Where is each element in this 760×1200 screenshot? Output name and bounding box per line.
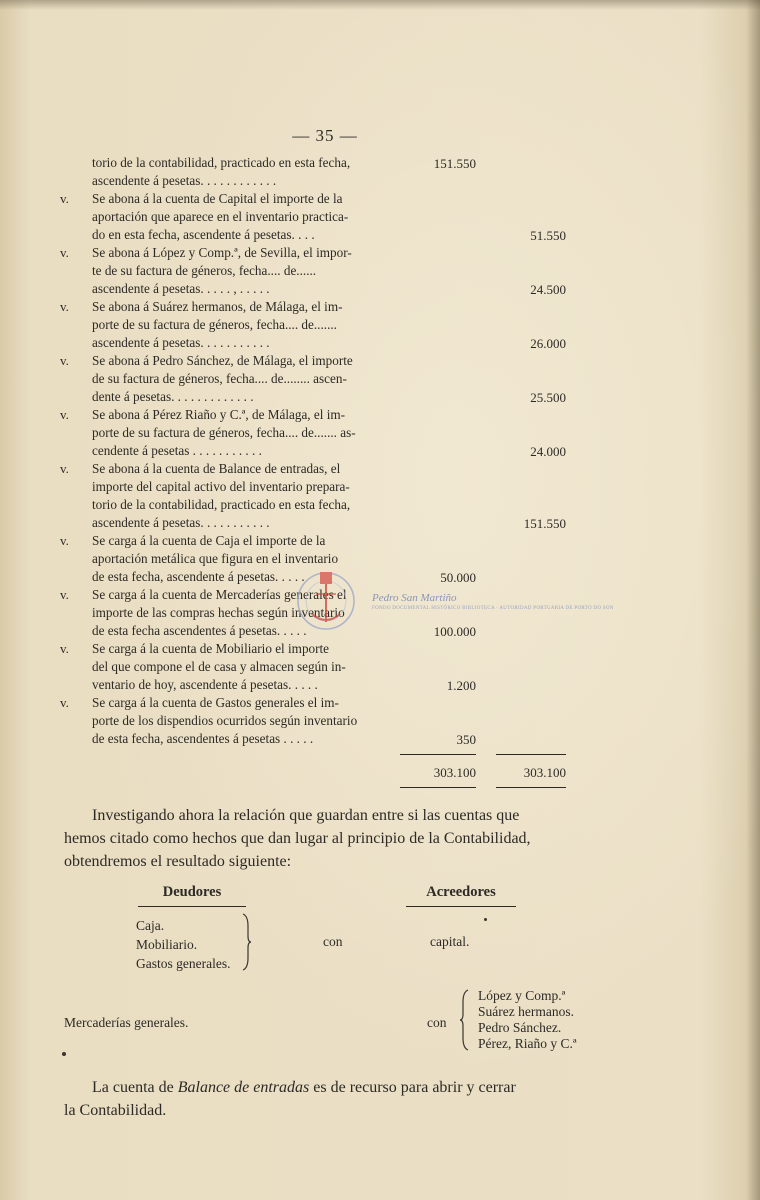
entry-line: ascendente á pesetas. . . . . . . . . . .: [92, 515, 270, 530]
entry-line: Se abona á Pedro Sánchez, de Málaga, el importe: [92, 353, 353, 368]
journal-entry: [60, 190, 580, 244]
total-rule-credit: [496, 754, 566, 755]
entry-line: Se abona á la cuenta de Capital el importe de la: [92, 191, 343, 206]
debtors-header-rule: [138, 906, 246, 907]
entry-line: cendente á pesetas . . . . . . . . . . .: [92, 443, 262, 458]
creditors-header-rule: [406, 906, 516, 907]
entry-line: Se carga á la cuenta de Mobiliario el importe: [92, 641, 330, 656]
closing-line-1: [64, 1076, 604, 1099]
entry-line: Se carga á la cuenta de Caja el importe de la: [92, 533, 326, 548]
entry-line: ventario de hoy, ascendente á pesetas. . . . .: [92, 677, 318, 692]
group1-debtor: Mobiliario.: [136, 937, 198, 952]
journal-entry: [60, 406, 580, 460]
entry-line: te de su factura de géneros, fecha.... de......: [92, 263, 317, 278]
total-credit: 303.100: [523, 765, 566, 780]
entry-line: importe de las compras hechas según inventario: [92, 605, 345, 620]
entry-marker: v.: [60, 695, 69, 710]
entry-marker: v.: [60, 191, 69, 206]
entry-marker: v.: [60, 353, 69, 368]
entry-line: Se abona á Pérez Riaño y C.ª, de Málaga, el im-: [92, 407, 346, 422]
entry-text: [92, 460, 402, 532]
entry-line: ascendente á pesetas. . . . . , . . . . .: [92, 281, 270, 296]
entry-marker: v.: [60, 587, 69, 602]
page-right-shadow: [746, 0, 760, 1200]
entry-line: aportación metálica que figura en el inventario: [92, 551, 339, 566]
entry-text: [92, 352, 402, 406]
entry-credit-amount: 26.000: [530, 336, 566, 351]
total-rule-credit-bottom: [496, 787, 566, 788]
entry-marker: v.: [60, 533, 69, 548]
stray-dot: [484, 918, 487, 921]
entry-line: de esta fecha, ascendentes á pesetas . . . . .: [92, 731, 314, 746]
entry-line: torio de la contabilidad, practicado en esta fecha,: [92, 155, 351, 170]
entry-line: de su factura de géneros, fecha.... de........ ascen-: [92, 371, 347, 386]
entry-text: [92, 694, 402, 748]
stamp-subtitle: FONDO DOCUMENTAL HISTÓRICO BIBLIOTECA · AUTORIDAD PORTUARIA DE PORTO DO SON: [372, 606, 614, 611]
intro-line-2: hemos citado como hechos que dan lugar al principio de la Contabilidad,: [64, 830, 531, 847]
group2-creditor: Pérez, Riaño y C.ª: [478, 1036, 577, 1051]
entry-text: [92, 190, 402, 244]
stamp-name: Pedro San Martiño: [372, 592, 457, 604]
entry-credit-amount: 24.000: [530, 444, 566, 459]
closing-paragraph: [64, 1076, 604, 1122]
entry-line: importe del capital activo del inventario prepara-: [92, 479, 350, 494]
entry-line: del que compone el de casa y almacen según in-: [92, 659, 346, 674]
page-top-shadow: [0, 0, 760, 10]
entry-debit-amount: 1.200: [446, 678, 476, 693]
intro-line-1: Investigando ahora la relación que guardan entre si las cuentas que: [92, 807, 520, 824]
group1-connector: con: [323, 934, 343, 949]
entry-credit-amount: 151.550: [523, 516, 566, 531]
group2-debtor: Mercaderías generales.: [64, 1015, 189, 1030]
entry-line: Se carga á la cuenta de Mercaderías generales el: [92, 587, 347, 602]
entry-line: Se abona á López y Comp.ª, de Sevilla, el impor-: [92, 245, 352, 260]
total-rule-debit-bottom: [400, 787, 476, 788]
entry-line: Se abona á la cuenta de Balance de entradas, el: [92, 461, 341, 476]
entry-credit-amount: 24.500: [530, 282, 566, 297]
intro-line-3: obtendremos el resultado siguiente:: [64, 853, 292, 870]
group1-brace: [240, 912, 254, 972]
journal-entry: [60, 352, 580, 406]
group1-debtors: [136, 916, 230, 973]
journal-entry: [60, 460, 580, 532]
entry-line: do en esta fecha, ascendente á pesetas. . . .: [92, 227, 315, 242]
entry-debit-amount: 350: [456, 732, 476, 747]
entry-marker: v.: [60, 245, 69, 260]
entry-text: [92, 244, 402, 298]
entry-marker: v.: [60, 299, 69, 314]
entry-line: de esta fecha, ascendente á pesetas. . . . .: [92, 569, 305, 584]
entry-marker: v.: [60, 407, 69, 422]
group2-creditor: López y Comp.ª: [478, 988, 566, 1003]
entry-line: Se carga á la cuenta de Gastos generales el im-: [92, 695, 339, 710]
journal-entry: [60, 640, 580, 694]
entry-credit-amount: 25.500: [530, 390, 566, 405]
creditors-header: Acreedores: [426, 884, 496, 900]
entry-line: torio de la contabilidad, practicado en esta fecha,: [92, 497, 351, 512]
group2-creditors: [478, 988, 577, 1052]
entry-marker: v.: [60, 641, 69, 656]
entry-line: de esta fecha ascendentes á pesetas. . . . .: [92, 623, 307, 638]
entry-debit-amount: 50.000: [440, 570, 476, 585]
group1-creditor: capital.: [430, 934, 470, 949]
entry-credit-amount: 51.550: [530, 228, 566, 243]
entry-text: [92, 406, 402, 460]
closing-italic: Balance de entradas: [177, 1079, 310, 1096]
group2-brace: [458, 988, 472, 1052]
closing-line-2: la Contabilidad.: [64, 1102, 167, 1119]
entry-line: dente á pesetas. . . . . . . . . . . . .: [92, 389, 254, 404]
entry-marker: [60, 154, 92, 190]
entry-line: porte de los dispendios ocurridos según inventario: [92, 713, 358, 728]
journal-entry: [60, 298, 580, 352]
group2-connector: con: [427, 1015, 447, 1030]
closing-pre: La cuenta de: [92, 1079, 178, 1096]
journal-entry: [60, 154, 580, 190]
group2-creditor: Pedro Sánchez.: [478, 1020, 562, 1035]
entry-marker: v.: [60, 461, 69, 476]
intro-paragraph: [64, 804, 604, 873]
total-rule-debit: [400, 754, 476, 755]
group1-debtor: Gastos generales.: [136, 956, 231, 971]
entry-line: Se abona á Suárez hermanos, de Málaga, el im-: [92, 299, 343, 314]
page-number: — 35 —: [292, 126, 358, 145]
entry-text: [92, 298, 402, 352]
stray-dot: [62, 1052, 66, 1056]
entry-text: [92, 640, 402, 694]
entry-line: ascendente á pesetas. . . . . . . . . . .: [92, 335, 270, 350]
entry-debit-amount: 151.550: [433, 156, 476, 171]
debtors-header: Deudores: [162, 884, 222, 900]
journal-entry: [60, 244, 580, 298]
total-debit: 303.100: [433, 765, 476, 780]
entry-line: ascendente á pesetas. . . . . . . . . . . .: [92, 173, 277, 188]
journal-entries: [60, 154, 580, 748]
entry-line: aportación que aparece en el inventario practica-: [92, 209, 349, 224]
closing-post: es de recurso para abrir y cerrar: [309, 1079, 516, 1096]
entry-line: porte de su factura de géneros, fecha.... de.......: [92, 317, 337, 332]
entry-line: porte de su factura de géneros, fecha.... de....... as-: [92, 425, 356, 440]
entry-text: [92, 154, 402, 190]
entry-debit-amount: 100.000: [433, 624, 476, 639]
journal-entry: [60, 694, 580, 748]
group2-creditor: Suárez hermanos.: [478, 1004, 574, 1019]
group1-debtor: Caja.: [136, 918, 165, 933]
